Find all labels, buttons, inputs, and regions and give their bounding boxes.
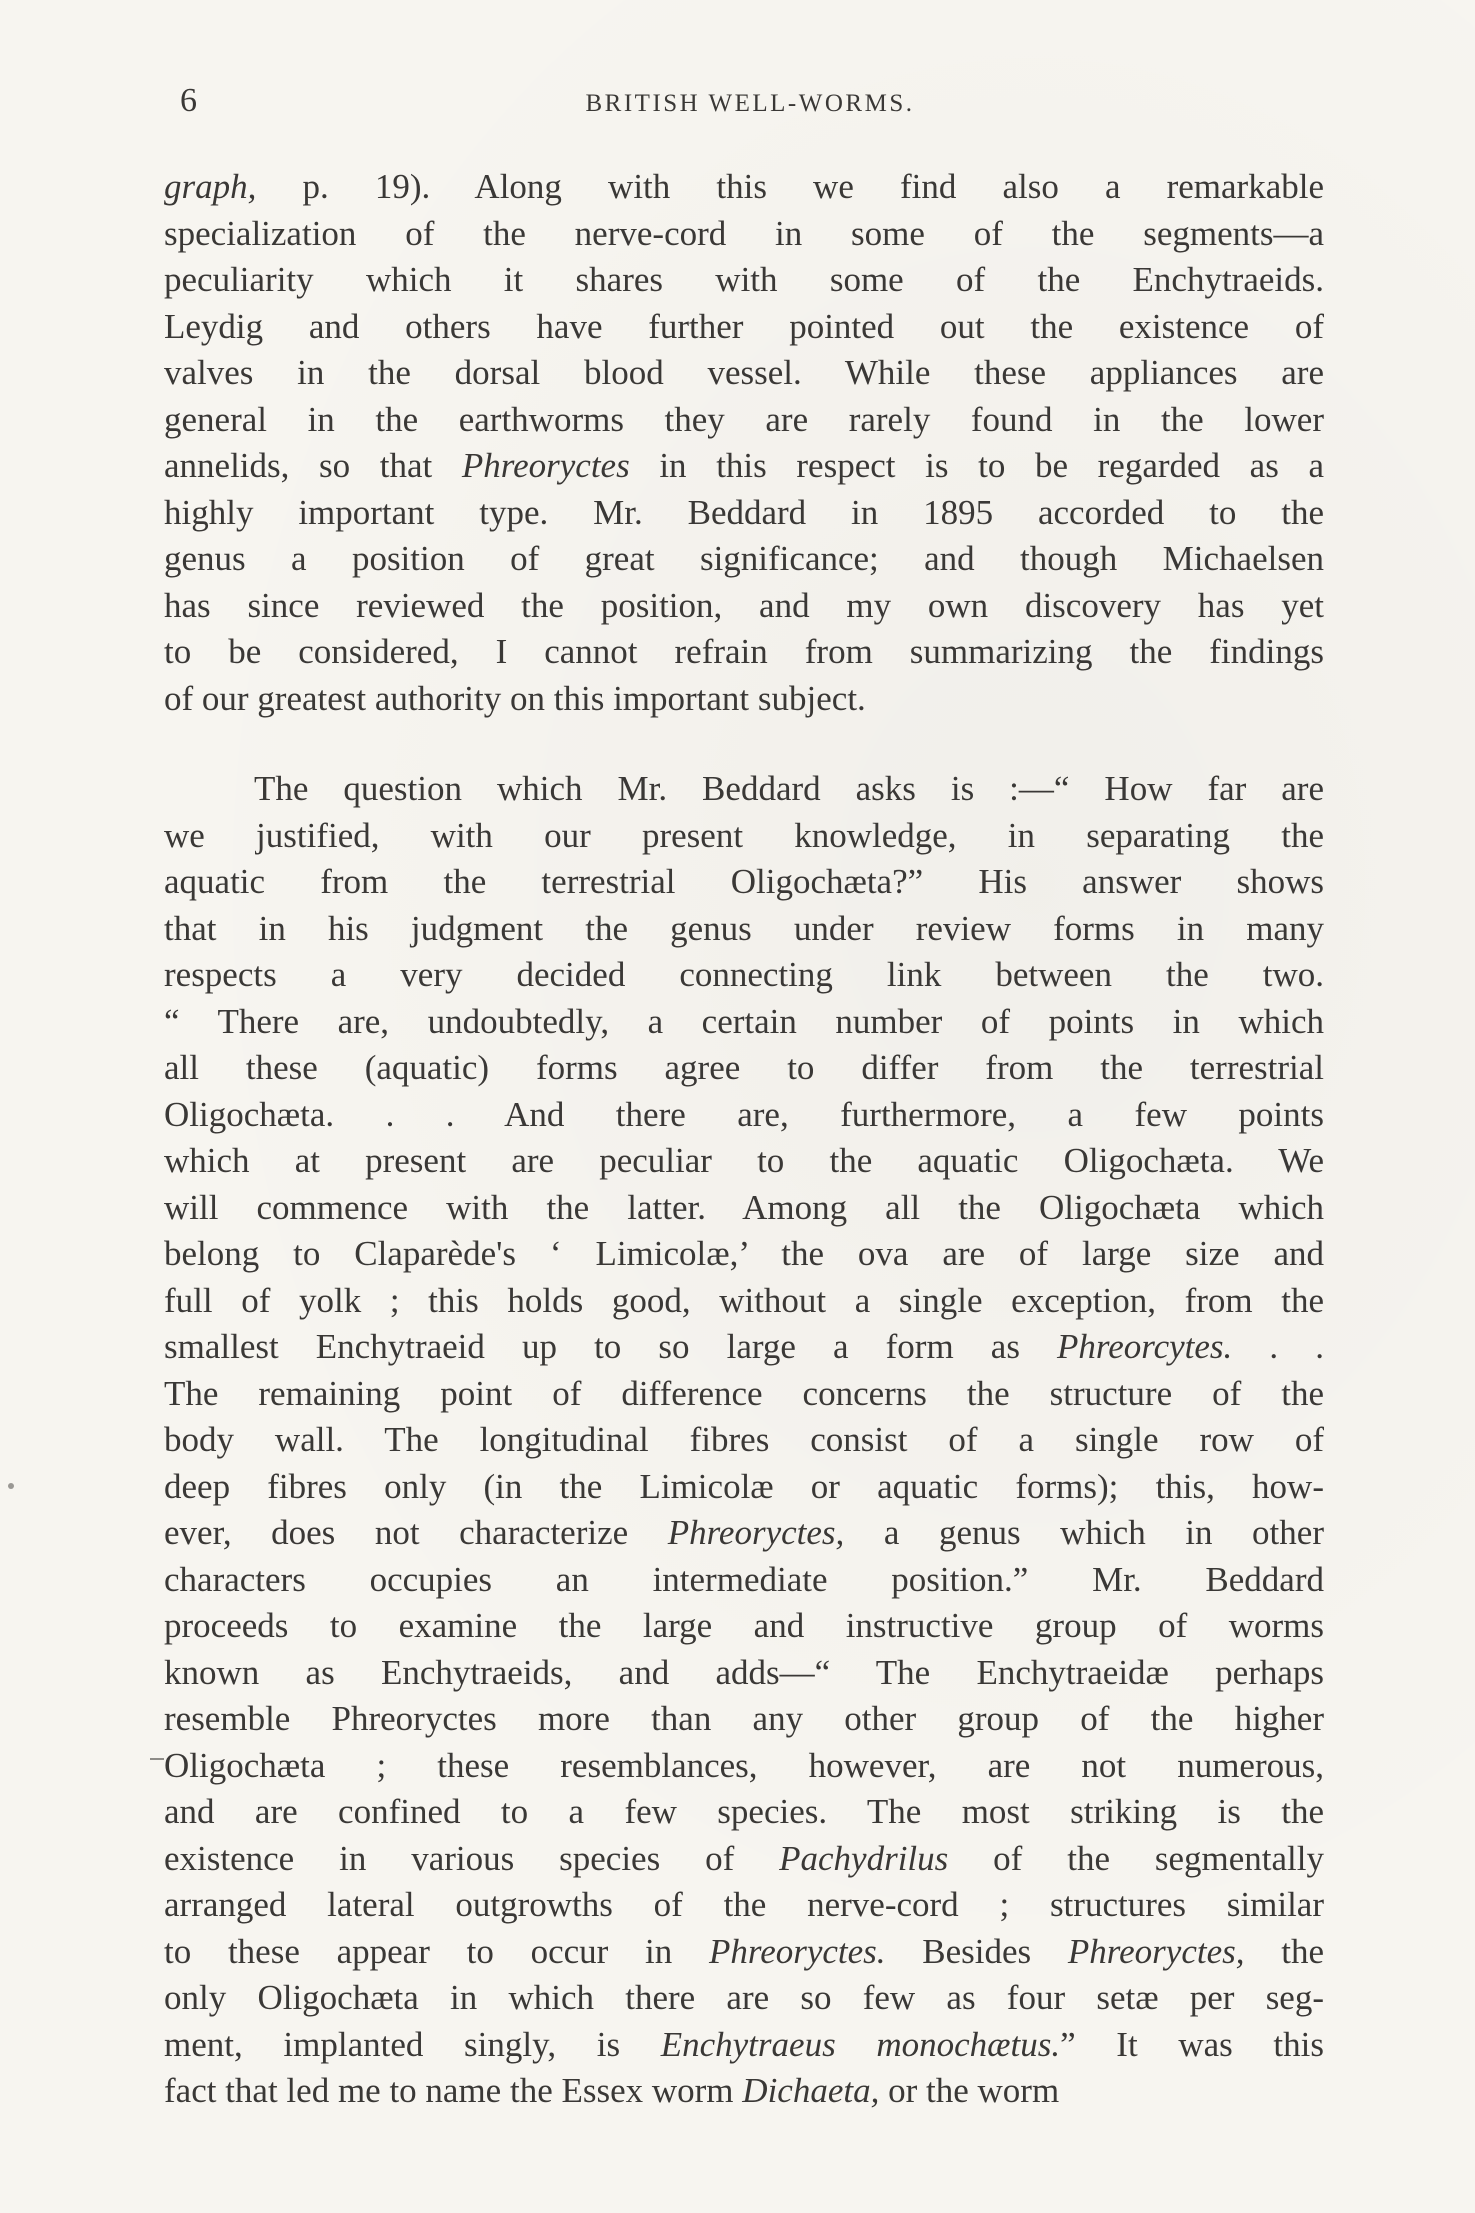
text-segment: and are confined to a few species. The most striking is the (164, 1792, 1324, 1831)
text-line (164, 350, 1324, 397)
italic-text: Phreoryctes, (667, 1513, 845, 1552)
text-line (164, 813, 1324, 860)
text-segment: “ There are, undoubtedly, a certain number of points in which (164, 1001, 1324, 1041)
text-line (164, 1789, 1324, 1836)
text-line (164, 211, 1324, 258)
text-line (164, 1417, 1324, 1464)
text-segment: ment, implanted singly, is (164, 2024, 661, 2064)
italic-text: Phreoryctes (461, 446, 630, 485)
text-segment: valves in the dorsal blood vessel. While these appliances are (164, 353, 1324, 392)
text-segment: known as Enchytraeids, and adds—“ The Enchytraeidæ perhaps (164, 1652, 1324, 1692)
text-line (164, 952, 1324, 999)
text-segment: full of yolk ; this holds good, without a single exception, from the (164, 1280, 1324, 1320)
text-line (164, 257, 1324, 304)
italic-text: Phreorcytes. (1057, 1327, 1233, 1366)
text-segment: existence in various species of (164, 1838, 780, 1878)
paragraph-gap (164, 722, 1324, 766)
text-line (164, 1045, 1324, 1092)
text-segment: deep fibres only (in the Limicolæ or aquatic forms); this, how- (164, 1466, 1324, 1506)
body-text (164, 164, 1324, 2115)
text-line (164, 397, 1324, 444)
text-segment: specialization of the nerve-cord in some of the segments—a (164, 213, 1324, 253)
text-line (164, 1650, 1324, 1697)
text-line (164, 676, 1324, 723)
text-segment: smallest Enchytraeid up to so large a form as (164, 1327, 1058, 1366)
text-line (164, 1278, 1324, 1325)
text-line (164, 2068, 1324, 2115)
text-segment: peculiarity which it shares with some of the Enchytraeids. (164, 260, 1324, 299)
text-segment: Leydig and others have further pointed out the existence of (164, 306, 1324, 346)
text-line (164, 1510, 1324, 1557)
text-line (164, 304, 1324, 351)
text-line (164, 859, 1324, 906)
text-line (164, 1231, 1324, 1278)
text-segment: . . (1232, 1327, 1324, 1366)
margin-speck (8, 1483, 14, 1489)
text-line (164, 629, 1324, 676)
text-segment: will commence with the latter. Among all the Oligochæta which (164, 1187, 1324, 1227)
text-segment: of the segmentally (948, 1838, 1324, 1878)
paragraph (164, 164, 1324, 722)
text-line (164, 1464, 1324, 1511)
text-line (164, 2022, 1324, 2069)
italic-text: Enchytraeus monochætus. (660, 2024, 1061, 2064)
italic-text: Phreoryctes, (1067, 1931, 1245, 1971)
text-segment: or the worm (879, 2071, 1060, 2110)
text-line (164, 443, 1324, 490)
text-segment: that in his judgment the genus under review forms in many (164, 908, 1324, 948)
text-line (164, 490, 1324, 537)
text-segment: ever, does not characterize (164, 1513, 668, 1552)
text-segment: respects a very decided connecting link between the two. (164, 955, 1324, 994)
text-line (164, 766, 1324, 813)
page-number: 6 (180, 82, 198, 119)
text-segment: resemble Phreoryctes more than any other group of the higher (164, 1699, 1324, 1738)
text-segment: all these (aquatic) forms agree to differ from the terrestrial (164, 1048, 1324, 1087)
margin-dash (150, 1758, 164, 1760)
text-segment: annelids, so that (164, 446, 462, 485)
text-line (164, 1929, 1324, 1976)
text-line (164, 906, 1324, 953)
text-segment: arranged lateral outgrowths of the nerve-cord ; structures similar (164, 1885, 1324, 1924)
text-line (164, 999, 1324, 1046)
text-segment: to be considered, I cannot refrain from summarizing the findings (164, 632, 1324, 671)
text-segment: p. 19). Along with this we find also a remarkable (256, 167, 1324, 206)
text-segment: The question which Mr. Beddard asks is :—“ How far are (254, 769, 1324, 808)
text-segment: The remaining point of difference concerns the structure of the (164, 1373, 1324, 1413)
text-line (164, 1185, 1324, 1232)
text-segment: we justified, with our present knowledge, in separating the (164, 815, 1324, 855)
text-segment: proceeds to examine the large and instructive group of worms (164, 1606, 1324, 1645)
text-segment: fact that led me to name the Essex worm (164, 2071, 743, 2110)
page-header (180, 82, 1320, 122)
italic-text: Phreoryctes. (709, 1931, 886, 1971)
text-segment: which at present are peculiar to the aquatic Oligochæta. We (164, 1141, 1324, 1180)
text-segment: body wall. The longitudinal fibres consist of a single row of (164, 1420, 1324, 1459)
text-line (164, 1836, 1324, 1883)
text-segment: characters occupies an intermediate position.” Mr. Beddard (164, 1559, 1324, 1599)
text-line (164, 536, 1324, 583)
text-line (164, 164, 1324, 211)
text-segment: Oligochæta ; these resemblances, however, are not numerous, (164, 1745, 1324, 1785)
text-segment: of our greatest authority on this important subject. (164, 678, 866, 718)
text-line (164, 1975, 1324, 2022)
text-segment: ” It was this (1060, 2024, 1324, 2064)
italic-text: graph, (164, 167, 257, 206)
paragraph (164, 766, 1324, 2115)
text-line (164, 1092, 1324, 1139)
text-line (164, 1743, 1324, 1790)
text-segment: has since reviewed the position, and my own discovery has yet (164, 585, 1324, 625)
text-line (164, 583, 1324, 630)
text-line (164, 1557, 1324, 1604)
running-title: BRITISH WELL-WORMS. (585, 90, 915, 117)
text-segment: the (1244, 1931, 1324, 1971)
text-line (164, 1696, 1324, 1743)
text-segment: highly important type. Mr. Beddard in 1895 accorded to the (164, 492, 1324, 532)
text-line (164, 1371, 1324, 1418)
text-segment: aquatic from the terrestrial Oligochæta?” His answer shows (164, 862, 1324, 901)
text-segment: Besides (885, 1931, 1068, 1971)
text-segment: general in the earthworms they are rarely found in the lower (164, 399, 1324, 439)
text-segment: in this respect is to be regarded as a (629, 446, 1324, 485)
text-segment: only Oligochæta in which there are so few as four setæ per seg- (164, 1978, 1324, 2017)
text-segment: to these appear to occur in (164, 1931, 709, 1971)
text-segment: a genus which in other (844, 1513, 1324, 1552)
text-line (164, 1603, 1324, 1650)
italic-text: Dichaeta, (742, 2071, 880, 2110)
text-line (164, 1138, 1324, 1185)
text-segment: belong to Claparède's ‘ Limicolæ,’ the ova are of large size and (164, 1234, 1324, 1273)
italic-text: Pachydrilus (779, 1838, 949, 1878)
text-line (164, 1324, 1324, 1371)
text-segment: Oligochæta. . . And there are, furthermore, a few points (164, 1094, 1324, 1134)
text-segment: genus a position of great significance; and though Michaelsen (164, 539, 1324, 578)
text-line (164, 1882, 1324, 1929)
